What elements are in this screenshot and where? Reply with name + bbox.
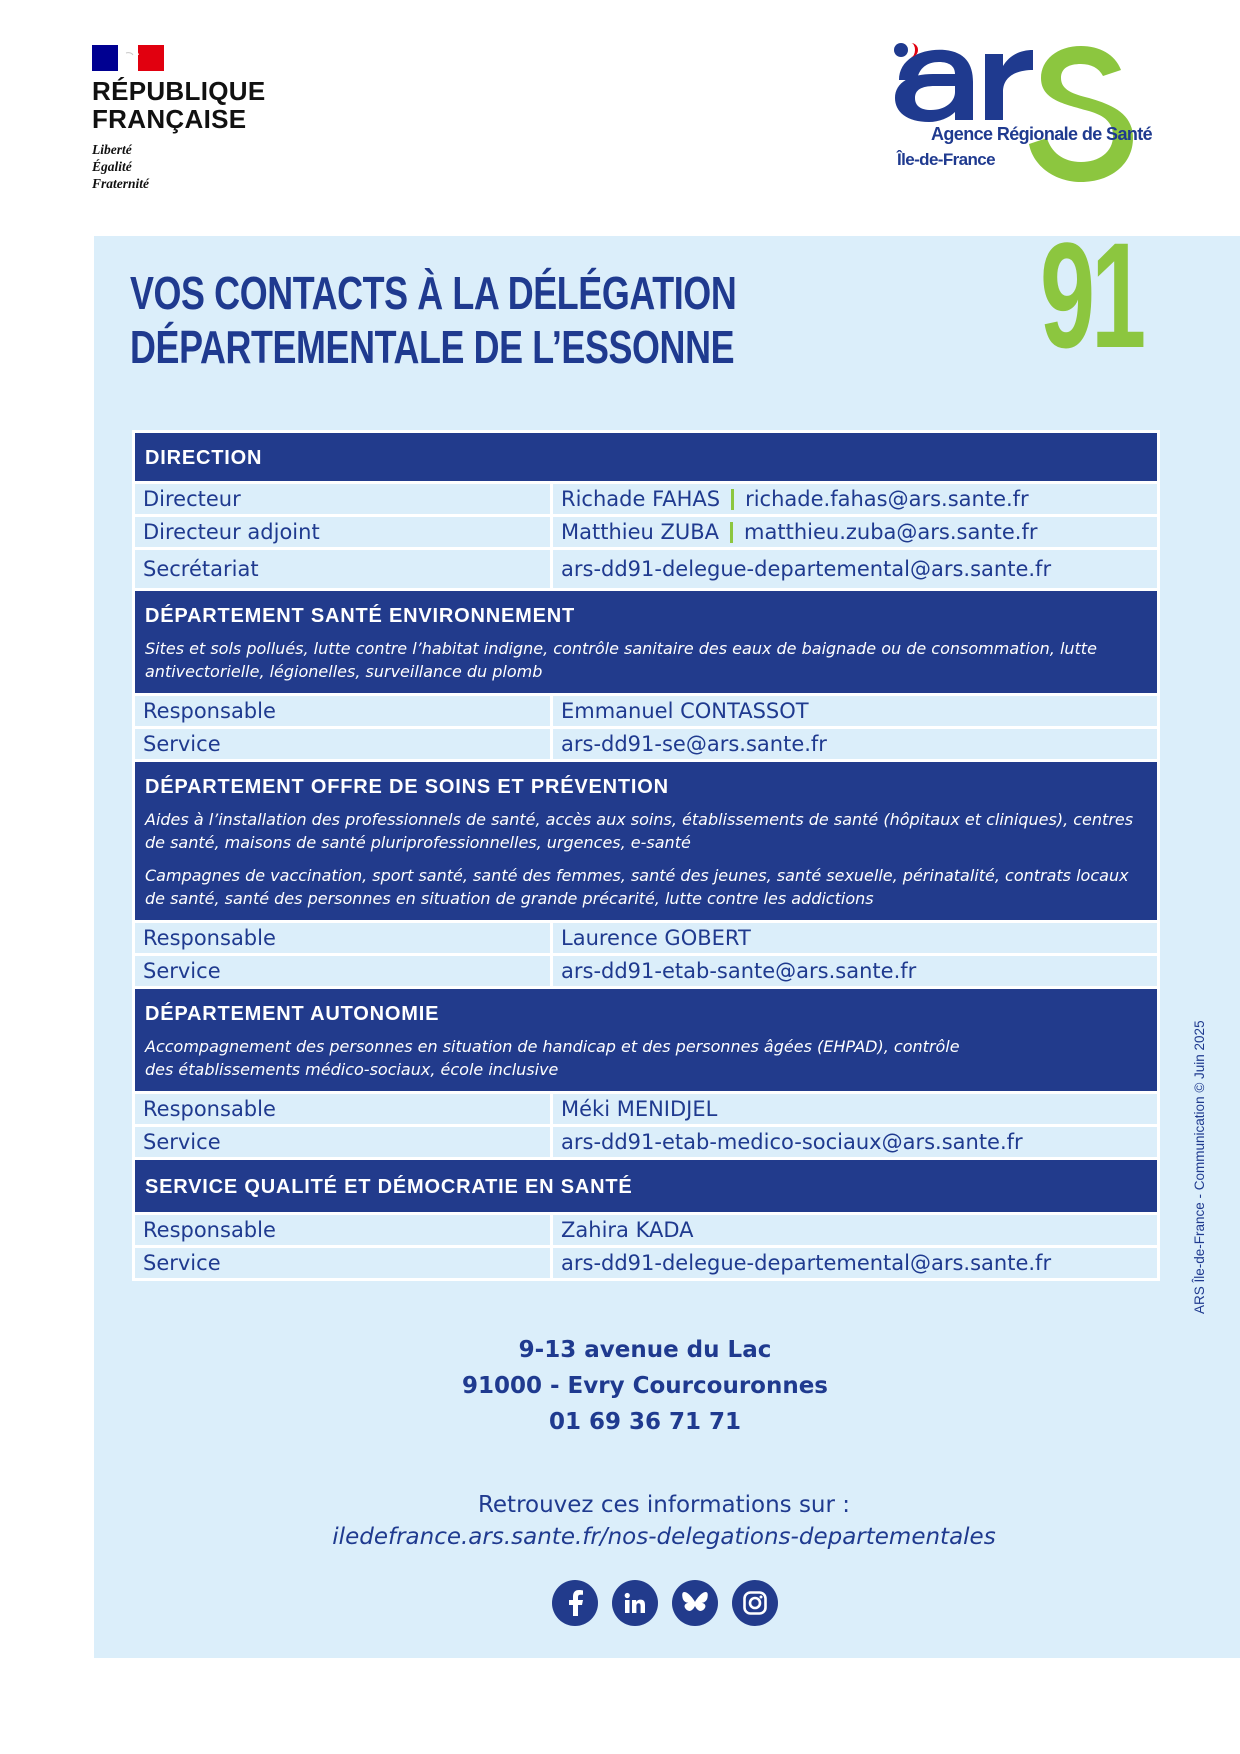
ars-dots-icon: [893, 42, 925, 58]
contact-name: Matthieu ZUBA: [561, 520, 720, 544]
row-label: Responsable: [135, 696, 550, 726]
instagram-icon[interactable]: [732, 1580, 778, 1626]
bluesky-icon[interactable]: [672, 1580, 718, 1626]
table-row: [135, 1094, 1157, 1124]
section-header-offre-de-soins: DÉPARTEMENT OFFRE DE SOINS ET PRÉVENTION Aides à l’installation des professionnels de santé, accès aux soins, établissements de santé (hôpitaux et cliniques), centres de santé, maisons de santé pluriprofessionnelles, urgences, e-santé Campagnes de vaccination, sport santé, santé des femmes, santé des jeunes, santé sexuelle, périnatalité, contrats locaux de santé, santé des personnes en situation de grande précarité, lutte contre les addictions: [135, 762, 1157, 920]
address-city: 91000 - Evry Courcouronnes: [461, 1373, 828, 1399]
section-header-direction: DIRECTION: [135, 433, 1157, 481]
section-header-qualite-democratie: SERVICE QUALITÉ ET DÉMOCRATIE EN SANTÉ: [135, 1160, 1157, 1212]
contacts-table: [132, 430, 1160, 1281]
contact-email[interactable]: ars-dd91-etab-sante@ars.sante.fr: [553, 956, 1157, 986]
table-row: [135, 696, 1157, 726]
table-row: [135, 956, 1157, 986]
retrouvez-text: Retrouvez ces informations sur :: [477, 1492, 851, 1518]
address-street: 9-13 avenue du Lac: [518, 1337, 772, 1363]
row-label: Service: [135, 729, 550, 759]
contact-email[interactable]: ars-dd91-etab-medico-sociaux@ars.sante.fr: [553, 1127, 1157, 1157]
contact-email[interactable]: ars-dd91-delegue-departemental@ars.sante.fr: [553, 550, 1157, 588]
contact-email[interactable]: matthieu.zuba@ars.sante.fr: [744, 520, 1038, 544]
section-description: Sites et sols pollués, lutte contre l’habitat indigne, contrôle sanitaire des eaux de baignade ou de consommation, lutte antivectorielle, légionelles, surveillance du plomb: [145, 639, 1097, 681]
address-block: [0, 1332, 1240, 1440]
page-title: VOS CONTACTS À LA DÉLÉGATION DÉPARTEMENTALE DE L’ESSONNE: [130, 267, 737, 373]
facebook-icon[interactable]: [552, 1580, 598, 1626]
row-label: Secrétariat: [135, 550, 550, 588]
republique-motto: Liberté Égalité Fraternité: [92, 142, 150, 191]
section-description: Aides à l’installation des professionnels de santé, accès aux soins, établissements de santé (hôpitaux et cliniques), centres de santé, maisons de santé pluriprofessionnelles, urgences, e-santé: [145, 810, 1134, 852]
row-label: Responsable: [135, 923, 550, 953]
website-link[interactable]: iledefrance.ars.sante.fr/nos-delegations-departementales: [332, 1524, 996, 1550]
contact-name: Richade FAHAS: [561, 487, 721, 511]
table-row: [135, 517, 1157, 547]
separator-bar: [730, 522, 733, 543]
row-value: [553, 484, 1157, 514]
contact-name: Laurence GOBERT: [553, 923, 1157, 953]
credit-text: ARS Île-de-France - Communication © Juin 2025: [1192, 1020, 1207, 1314]
section-description: Campagnes de vaccination, sport santé, santé des femmes, santé des jeunes, santé sexuelle, périnatalité, contrats locaux de santé, santé des personnes en situation de grande précarité, lutte contre les addictions: [145, 866, 1129, 908]
contact-name: Méki MENIDJEL: [553, 1094, 1157, 1124]
section-header-autonomie: DÉPARTEMENT AUTONOMIE Accompagnement des personnes en situation de handicap et des personnes âgées (EHPAD), contrôle des établissements médico-sociaux, école inclusive: [135, 989, 1157, 1091]
table-row: [135, 923, 1157, 953]
contact-name: Zahira KADA: [553, 1215, 1157, 1245]
department-number: 91: [1040, 211, 1143, 379]
contact-email[interactable]: ars-dd91-delegue-departemental@ars.sante.fr: [553, 1248, 1157, 1278]
phone-number[interactable]: 01 69 36 71 71: [548, 1409, 742, 1435]
table-row: [135, 484, 1157, 514]
contact-email[interactable]: richade.fahas@ars.sante.fr: [745, 487, 1029, 511]
linkedin-icon[interactable]: [612, 1580, 658, 1626]
table-row: [135, 1248, 1157, 1278]
row-label: Service: [135, 1248, 550, 1278]
row-value: [553, 517, 1157, 547]
row-label: Service: [135, 1127, 550, 1157]
row-label: Directeur adjoint: [135, 517, 550, 547]
social-links: [552, 1580, 778, 1626]
table-row: [135, 1215, 1157, 1245]
marianne-flag-icon: [92, 45, 164, 71]
contact-email[interactable]: ars-dd91-se@ars.sante.fr: [553, 729, 1157, 759]
contact-name: Emmanuel CONTASSOT: [553, 696, 1157, 726]
table-row: [135, 729, 1157, 759]
republique-francaise-logo: [92, 45, 292, 192]
ars-region-name: Île-de-France: [897, 150, 996, 169]
section-header-sante-environnement: DÉPARTEMENT SANTÉ ENVIRONNEMENT Sites et sols pollués, lutte contre l’habitat indigne, contrôle sanitaire des eaux de baignade ou de consommation, lutte antivectorielle, légionelles, surveillance du plomb: [135, 591, 1157, 693]
row-label: Service: [135, 956, 550, 986]
row-label: Directeur: [135, 484, 550, 514]
ars-logo: [893, 42, 1153, 192]
table-row: [135, 550, 1157, 588]
separator-bar: [731, 489, 734, 510]
ars-agency-name: Agence Régionale de Santé: [931, 124, 1153, 144]
section-description: Accompagnement des personnes en situation de handicap et des personnes âgées (EHPAD), contrôle des établissements médico-sociaux, école inclusive: [145, 1037, 960, 1079]
republique-francaise-name: RÉPUBLIQUE FRANÇAISE: [92, 76, 266, 134]
table-row: [135, 1127, 1157, 1157]
row-label: Responsable: [135, 1094, 550, 1124]
row-label: Responsable: [135, 1215, 550, 1245]
